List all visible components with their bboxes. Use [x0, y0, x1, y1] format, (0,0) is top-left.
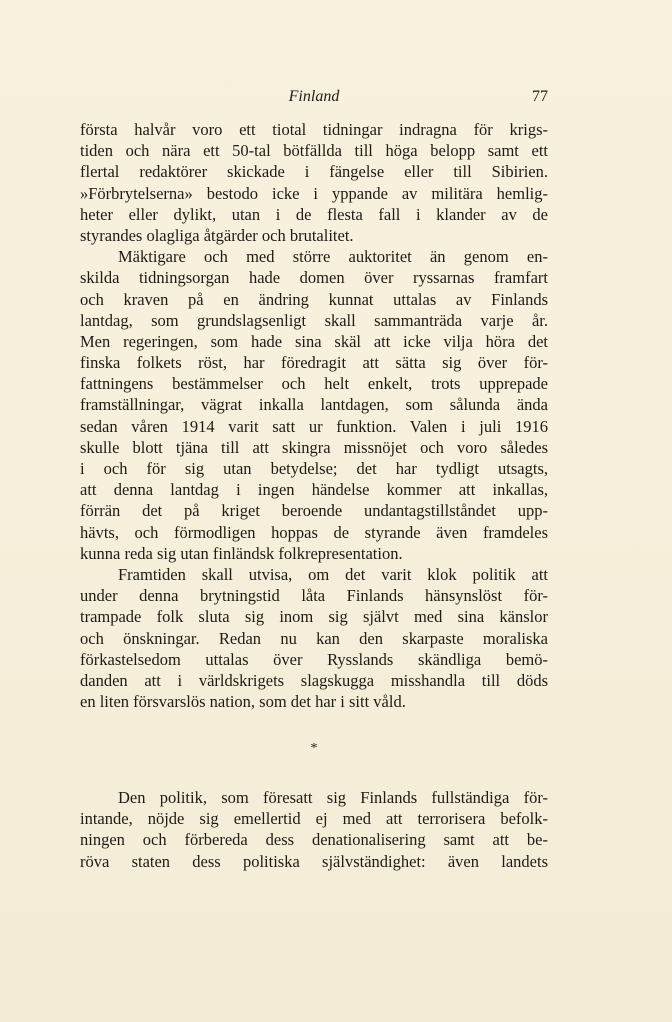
text-line: skulle blott tjäna till att skingra missnöjet och voro således	[80, 437, 548, 457]
text-line: trampade folk sluta sig inom sig självt med sina känslor	[80, 607, 548, 627]
page-number: 77	[532, 88, 548, 105]
text-line: lantdag, som grundslagsenligt skall sammanträda varje år.	[80, 310, 548, 330]
text-line: flertal redaktörer skickade i fängelse eller till Sibirien.	[80, 162, 548, 182]
text-line: Den politik, som föresatt sig Finlands fullständiga för-	[118, 788, 548, 807]
show-through-mark: ·	[228, 74, 232, 88]
running-head	[80, 88, 548, 110]
text-line: sedan våren 1914 varit satt ur funktion. Valen i juli 1916	[80, 416, 548, 436]
text-line: i och för sig utan betydelse; det har tydligt utsagts,	[80, 459, 548, 478]
text-line: en liten försvarslös nation, som det har i sitt våld.	[80, 692, 406, 712]
text-line: och kraven på en ändring kunnat uttalas av Finlands	[80, 289, 548, 309]
text-line: förrän det på kriget beroende undantagstillståndet upp-	[80, 501, 548, 521]
text-line: Framtiden skall utvisa, om det varit klok politik att	[118, 564, 548, 584]
paragraph	[80, 119, 548, 246]
paragraph	[80, 246, 548, 564]
text-line: under denna brytningstid låta Finlands hänsynslöst för-	[80, 586, 548, 606]
text-line: fattningens bestämmelser och helt enkelt, trots upprepade	[80, 374, 548, 394]
text-line: skilda tidningsorgan hade domen över ryssarnas framfart	[80, 268, 548, 288]
text-line: hävts, och förmodligen hoppas de styrande även framdeles	[80, 522, 548, 542]
text-line: ningen och förbereda dess denationalisering samt att be-	[80, 830, 548, 850]
text-line: heter eller dylikt, utan i de flesta fall i klander av de	[80, 204, 548, 224]
text-line: tiden och nära ett 50-tal bötfällda till höga belopp samt ett	[80, 141, 548, 161]
text-line: »Förbrytelserna» bestodo icke i yppande av militära hemlig-	[80, 183, 548, 203]
text-line: och önskningar. Redan nu kan den skarpaste moraliska	[80, 628, 548, 648]
text-line: intande, nöjde sig emellertid ej med att terrorisera befolk-	[80, 809, 548, 829]
text-line: röva staten dess politiska självständighet: även landets	[80, 851, 548, 871]
text-line: första halvår voro ett tiotal tidningar indragna för krigs-	[80, 120, 548, 139]
text-line: kunna reda sig utan finländsk folkrepresentation.	[80, 543, 403, 563]
text-line: finska folkets röst, har föredragit att sätta sig över för-	[80, 353, 548, 373]
body-text	[80, 119, 548, 712]
paragraph	[80, 564, 548, 712]
text-line: framställningar, vägrat inkalla lantdagen, som sålunda ända	[80, 395, 548, 415]
next-section-text	[80, 787, 548, 872]
section-separator: *	[310, 741, 318, 756]
text-line: styrandes olagliga åtgärder och brutalitet.	[80, 225, 354, 245]
text-line: att denna lantdag i ingen händelse kommer att inkallas,	[80, 480, 548, 500]
text-line: förkastelsedom uttalas över Rysslands skändliga bemö-	[80, 649, 548, 669]
text-line: Mäktigare och med större auktoritet än genom en-	[118, 247, 548, 267]
text-line: danden att i världskrigets slagskugga misshandla till döds	[80, 670, 548, 690]
text-line: Men regeringen, som hade sina skäl att icke vilja höra det	[80, 331, 548, 351]
running-title: Finland	[288, 88, 340, 105]
